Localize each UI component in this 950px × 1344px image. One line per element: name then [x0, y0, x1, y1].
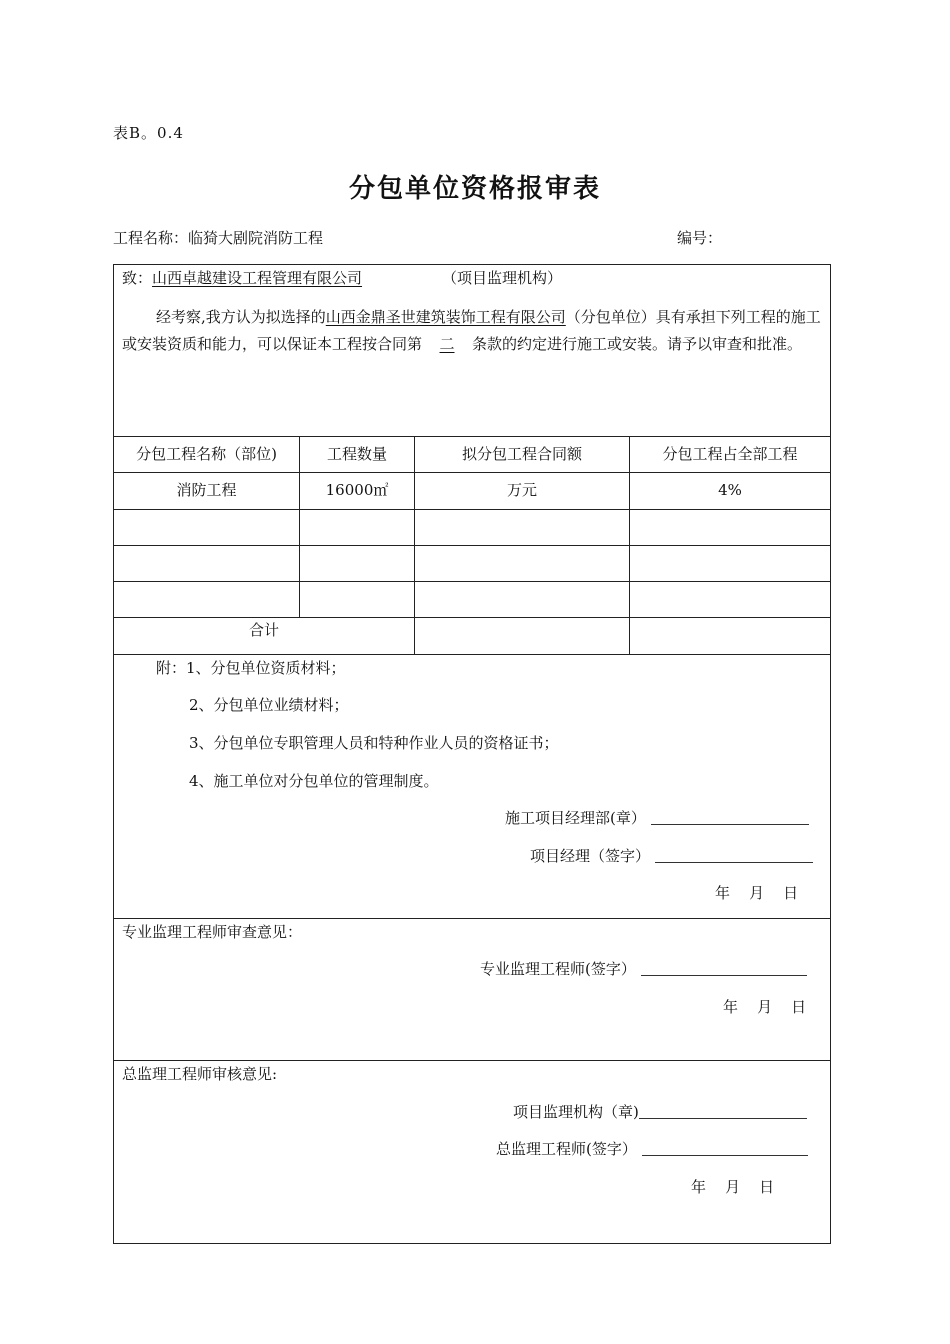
table-cell: 4%: [718, 481, 742, 499]
subcontractor-name: 山西金鼎圣世建筑装饰工程有限公司: [325, 308, 566, 326]
signature-line: [641, 959, 807, 976]
chief-date: 年 月 日: [691, 1178, 775, 1196]
table-cell: [415, 545, 629, 581]
supervision-org-seal: 项目监理机构（章): [513, 1099, 807, 1125]
signature-line: [642, 1139, 808, 1156]
table-cell: [415, 581, 629, 617]
signature-line: [655, 846, 813, 863]
signature-line: [639, 1102, 807, 1119]
table-header: 工程数量: [326, 445, 387, 463]
table-cell: [114, 545, 299, 581]
table-header: 分包工程占全部工程: [662, 445, 798, 463]
table-cell: [415, 509, 629, 545]
specialist-signature: 专业监理工程师(签字）: [480, 956, 807, 982]
attachment-item: 附：1、分包单位资质材料；: [156, 659, 346, 677]
table-header: 拟分包工程合同额: [461, 445, 582, 463]
attachment-item: 2、分包单位业绩材料；: [189, 696, 349, 714]
total-label: 合计: [248, 621, 279, 639]
table-cell: [114, 509, 299, 545]
signature-line: [651, 808, 809, 825]
serial-number-label: 编号：: [677, 229, 723, 247]
table-cell: 万元: [506, 481, 537, 499]
contractor-date: 年 月 日: [715, 884, 799, 902]
supervision-company: 山西卓越建设工程管理有限公司: [152, 269, 363, 287]
specialist-date: 年 月 日: [723, 998, 807, 1016]
attachment-item: 3、分包单位专职管理人员和特种作业人员的资格证书；: [189, 734, 559, 752]
contractor-dept-seal: 施工项目经理部(章）: [505, 805, 809, 831]
project-name: 工程名称：临猗大剧院消防工程: [113, 229, 324, 247]
contract-clause: 二: [439, 335, 455, 353]
table-cell: [630, 509, 830, 545]
statement-paragraph: 经考察,我方认为拟选择的山西金鼎圣世建筑装饰工程有限公司（分包单位）具有承担下列工程的施工或安装资质和能力，可以保证本工程按合同第 二 条款的约定进行施工或安装。请予以审查和批准。: [122, 304, 824, 358]
table-cell: [300, 509, 414, 545]
chief-engineer-signature: 总监理工程师(签字）: [496, 1136, 808, 1162]
project-manager-signature: 项目经理（签字）: [530, 843, 813, 869]
specialist-review-title: 专业监理工程师审查意见：: [122, 923, 303, 941]
chief-review-title: 总监理工程师审核意见:: [122, 1065, 278, 1083]
table-cell: 16000㎡: [325, 481, 389, 499]
page-title: 分包单位资格报审表: [348, 174, 601, 204]
addressee-role: （项目监理机构）: [442, 269, 563, 287]
form-code: 表B。0.4: [113, 124, 184, 142]
addressee-prefix: 致：: [122, 269, 153, 287]
addressee-line: [122, 265, 562, 291]
attachment-item: 4、施工单位对分包单位的管理制度。: [189, 772, 439, 790]
table-header: 分包工程名称（部位): [136, 445, 277, 463]
table-cell: 消防工程: [176, 481, 237, 499]
table-cell: [630, 545, 830, 581]
table-cell: [630, 581, 830, 617]
table-cell: [300, 545, 414, 581]
